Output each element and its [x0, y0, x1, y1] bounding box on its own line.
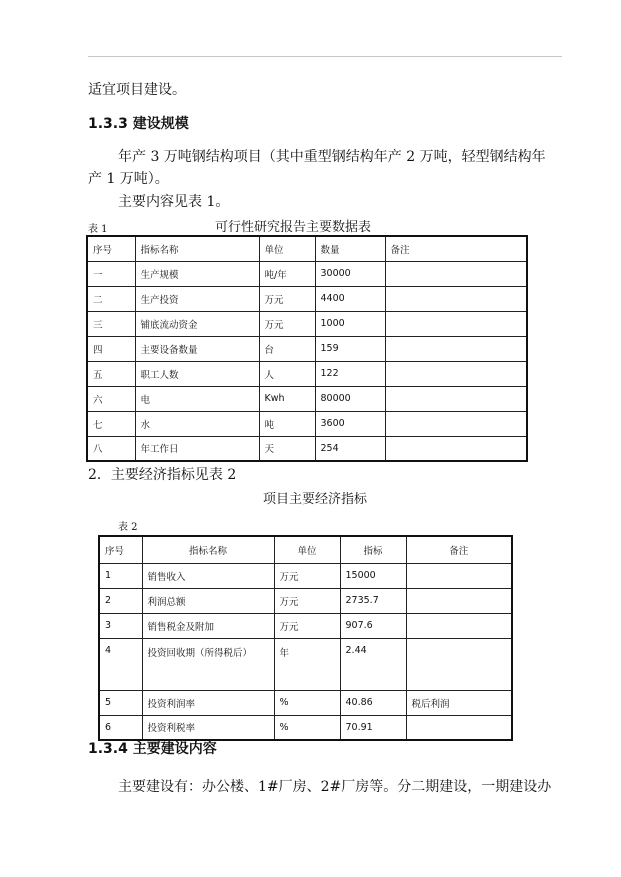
table2-cell: 1 — [99, 563, 142, 588]
table1-cell: 天 — [259, 436, 315, 461]
table1-cell — [385, 411, 527, 436]
table-row — [99, 638, 512, 690]
table1-cell — [385, 386, 527, 411]
table2-cell: % — [274, 715, 340, 740]
table-row — [87, 361, 527, 386]
table1-header-cell: 序号 — [87, 236, 135, 261]
table1-cell: 1000 — [315, 311, 385, 336]
table2-header-row — [99, 536, 512, 563]
table2-cell: 6 — [99, 715, 142, 740]
table1-cell — [385, 286, 527, 311]
header-rule — [88, 56, 562, 57]
table1-cell — [385, 436, 527, 461]
table2-cell: 销售收入 — [142, 563, 274, 588]
table2-cell: 销售税金及附加 — [142, 613, 274, 638]
table1-cell: 生产投资 — [135, 286, 259, 311]
table2-cell — [406, 613, 512, 638]
table-row — [87, 386, 527, 411]
body-line: 适宜项目建设。 — [88, 82, 186, 98]
table-row — [99, 563, 512, 588]
table2-cell: 4 — [99, 638, 142, 690]
table1-cell: 电 — [135, 386, 259, 411]
table-row — [87, 336, 527, 361]
table1-cell: 水 — [135, 411, 259, 436]
table1-header-cell: 备注 — [385, 236, 527, 261]
table2-cell: 2.44 — [340, 638, 406, 690]
table1-cell: 四 — [87, 336, 135, 361]
table2-title: 项目主要经济指标 — [263, 492, 368, 507]
table-row — [87, 261, 527, 286]
table2-cell: 年 — [274, 638, 340, 690]
table2-cell: 3 — [99, 613, 142, 638]
table2-header-cell: 指标 — [340, 536, 406, 563]
table2-cell: 投资利润率 — [142, 690, 274, 715]
table1-cell — [385, 336, 527, 361]
table1-cell — [385, 311, 527, 336]
table1-cell: 生产规模 — [135, 261, 259, 286]
table-row — [87, 411, 527, 436]
table2-cell: 5 — [99, 690, 142, 715]
table2-label: 表 2 — [118, 522, 138, 533]
table1-cell: 七 — [87, 411, 135, 436]
table-row — [99, 613, 512, 638]
table1-cell: 万元 — [259, 311, 315, 336]
table1-cell: 3600 — [315, 411, 385, 436]
table-row — [87, 311, 527, 336]
table2-cell: 投资利税率 — [142, 715, 274, 740]
table-row — [99, 715, 512, 740]
table1-cell: 八 — [87, 436, 135, 461]
table2-cell: 907.6 — [340, 613, 406, 638]
body-line: 年产 3 万吨钢结构项目（其中重型钢结构年产 2 万吨，轻型钢结构年 — [118, 149, 546, 165]
table2-cell: 万元 — [274, 613, 340, 638]
table1-cell: 吨 — [259, 411, 315, 436]
table2-cell — [406, 588, 512, 613]
table1 — [86, 235, 528, 462]
table1-cell: 80000 — [315, 386, 385, 411]
table1-cell: 职工人数 — [135, 361, 259, 386]
table1-cell: 三 — [87, 311, 135, 336]
table1-cell: 二 — [87, 286, 135, 311]
body-line: 产 1 万吨）。 — [88, 171, 169, 187]
table1-cell: Kwh — [259, 386, 315, 411]
table1-cell: 六 — [87, 386, 135, 411]
table1-cell: 铺底流动资金 — [135, 311, 259, 336]
table1-cell: 159 — [315, 336, 385, 361]
section-heading-1-3-3: 1.3.3 建设规模 — [88, 116, 189, 132]
section-heading-1-3-4: 1.3.4 主要建设内容 — [88, 741, 217, 757]
table1-title: 可行性研究报告主要数据表 — [215, 220, 372, 235]
table1-cell: 台 — [259, 336, 315, 361]
table2-cell: 70.91 — [340, 715, 406, 740]
table2-cell: 税后利润 — [406, 690, 512, 715]
table-row — [99, 690, 512, 715]
table2-cell: 40.86 — [340, 690, 406, 715]
table1-header-cell: 单位 — [259, 236, 315, 261]
table1-cell: 主要设备数量 — [135, 336, 259, 361]
table2-cell — [406, 715, 512, 740]
table1-cell: 30000 — [315, 261, 385, 286]
table2-header-cell: 指标名称 — [142, 536, 274, 563]
body-line: 2．主要经济指标见表 2 — [88, 467, 237, 483]
table1-cell: 万元 — [259, 286, 315, 311]
table2-cell: 2735.7 — [340, 588, 406, 613]
table2-cell: 万元 — [274, 563, 340, 588]
table1-header-cell: 指标名称 — [135, 236, 259, 261]
table1-cell: 4400 — [315, 286, 385, 311]
table2-cell: % — [274, 690, 340, 715]
table2-header-cell: 序号 — [99, 536, 142, 563]
table2-cell — [406, 563, 512, 588]
table1-cell: 一 — [87, 261, 135, 286]
table1-cell: 吨/年 — [259, 261, 315, 286]
table2-cell: 15000 — [340, 563, 406, 588]
table2-cell: 万元 — [274, 588, 340, 613]
table1-header-row — [87, 236, 527, 261]
table2-cell: 2 — [99, 588, 142, 613]
table-row — [87, 436, 527, 461]
table1-cell: 122 — [315, 361, 385, 386]
table1-cell — [385, 361, 527, 386]
table2-cell — [406, 638, 512, 690]
table2 — [98, 535, 513, 741]
body-line: 主要内容见表 1。 — [118, 194, 230, 210]
table1-cell: 年工作日 — [135, 436, 259, 461]
table1-header-cell: 数量 — [315, 236, 385, 261]
table2-cell: 投资回收期（所得税后） — [142, 638, 274, 690]
table-row — [87, 286, 527, 311]
table1-cell — [385, 261, 527, 286]
table1-label: 表 1 — [88, 224, 108, 235]
table2-header-cell: 备注 — [406, 536, 512, 563]
table2-header-cell: 单位 — [274, 536, 340, 563]
table-row — [99, 588, 512, 613]
table1-cell: 254 — [315, 436, 385, 461]
body-line: 主要建设有：办公楼、1#厂房、2#厂房等。分二期建设，一期建设办 — [118, 779, 552, 795]
table1-cell: 人 — [259, 361, 315, 386]
table2-cell: 利润总额 — [142, 588, 274, 613]
table1-cell: 五 — [87, 361, 135, 386]
